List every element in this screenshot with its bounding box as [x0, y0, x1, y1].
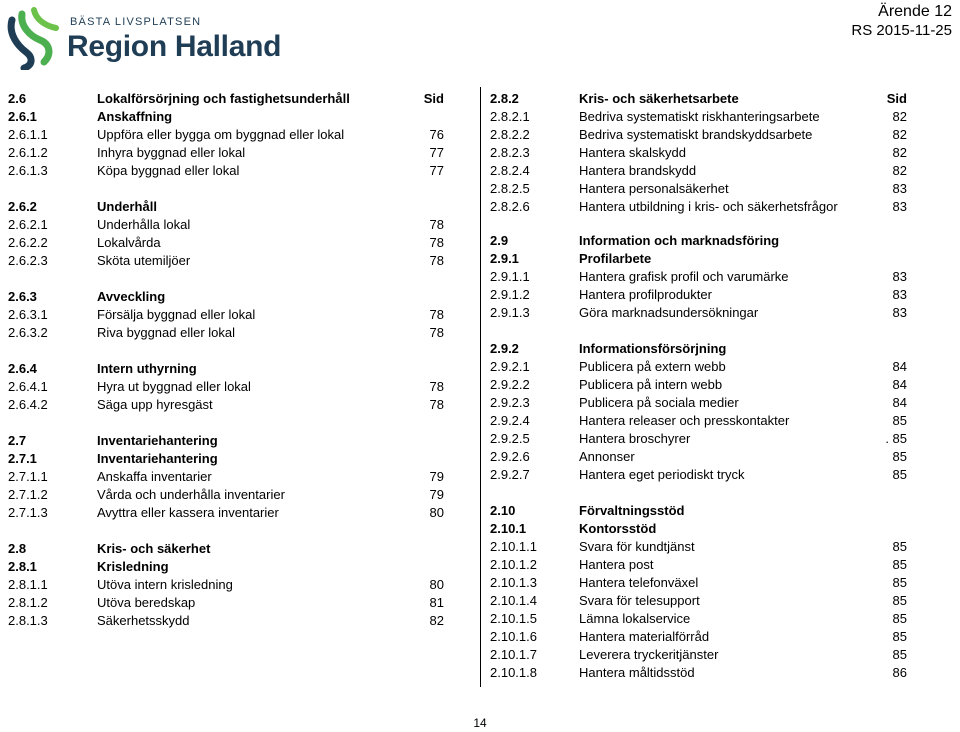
toc-section-title: Försälja byggnad eller lokal — [97, 307, 256, 322]
toc-section-title: Säkerhetsskydd — [97, 613, 190, 628]
toc-section-number: 2.8.1.3 — [8, 613, 48, 628]
toc-section-number: 2.6 — [8, 91, 27, 106]
toc-section-number: 2.10.1.2 — [490, 557, 537, 572]
toc-page-number: 82 — [892, 109, 907, 124]
toc-row — [490, 90, 950, 108]
toc-section-title: Annonser — [579, 449, 635, 464]
toc-row — [490, 304, 950, 322]
toc-section-title: Publicera på extern webb — [579, 359, 726, 374]
toc-section-title: Hantera broschyrer — [579, 431, 691, 446]
toc-section-number: 2.10.1.8 — [490, 665, 537, 680]
toc-row — [490, 144, 950, 162]
toc-row — [490, 592, 950, 610]
toc-page-number: 79 — [429, 469, 444, 484]
toc-section-title: Hantera utbildning i kris- och säkerhetsfrågor — [579, 199, 838, 214]
toc-section-title: Hantera profilprodukter — [579, 287, 712, 302]
toc-section-title: Hantera måltidsstöd — [579, 665, 695, 680]
toc-section-number: 2.8.1.1 — [8, 577, 48, 592]
toc-row — [490, 340, 950, 358]
toc-row — [8, 288, 468, 306]
toc-row — [490, 394, 950, 412]
toc-section-number: 2.6.2.2 — [8, 235, 48, 250]
toc-row — [8, 594, 468, 612]
toc-row — [8, 558, 468, 576]
toc-section-number: 2.10 — [490, 503, 516, 518]
toc-section-number: 2.9.2.1 — [490, 359, 530, 374]
toc-row — [8, 378, 468, 396]
toc-section-title: Hantera post — [579, 557, 654, 572]
toc-page-number: 81 — [429, 595, 444, 610]
toc-page-number: 86 — [892, 665, 907, 680]
toc-row — [490, 538, 950, 556]
column-divider — [480, 87, 481, 687]
toc-section-number: 2.8.2.6 — [490, 199, 530, 214]
toc-section-title: Hantera skalskydd — [579, 145, 686, 160]
logo-brand-name: Region Halland — [67, 30, 282, 63]
toc-row — [490, 610, 950, 628]
toc-section-number: 2.6.4.2 — [8, 397, 48, 412]
toc-row — [490, 646, 950, 664]
toc-page-number: 83 — [892, 305, 907, 320]
toc-section-title: Bedriva systematiskt riskhanteringsarbete — [579, 109, 820, 124]
logo-tagline: BÄSTA LIVSPLATSEN — [70, 16, 202, 28]
toc-section-title: Underhåll — [97, 199, 157, 214]
toc-page-number: 83 — [892, 269, 907, 284]
toc-section-title: Inventariehantering — [97, 451, 218, 466]
toc-page-number: 85 — [892, 629, 907, 644]
page-number: 14 — [473, 716, 487, 730]
toc-page-number: 85 — [892, 413, 907, 428]
toc-section-number: 2.8.2 — [490, 91, 519, 106]
toc-page-number: 85 — [892, 539, 907, 554]
toc-section-number: 2.10.1.1 — [490, 539, 537, 554]
toc-row — [490, 664, 950, 682]
toc-section-title: Inhyra byggnad eller lokal — [97, 145, 246, 160]
toc-row — [490, 430, 950, 448]
toc-row — [490, 628, 950, 646]
toc-section-number: 2.10.1.5 — [490, 611, 537, 626]
toc-row — [490, 574, 950, 592]
toc-row — [8, 162, 468, 180]
toc-section-number: 2.6.4.1 — [8, 379, 48, 394]
toc-row — [490, 358, 950, 376]
toc-page-number: 84 — [892, 377, 907, 392]
toc-section-title: Hantera grafisk profil och varumärke — [579, 269, 789, 284]
toc-section-number: 2.6.2.1 — [8, 217, 48, 232]
toc-section-title: Information och marknadsföring — [579, 233, 780, 248]
toc-row — [490, 198, 950, 216]
toc-section-title: Vårda och underhålla inventarier — [97, 487, 285, 502]
toc-row — [490, 268, 950, 286]
toc-section-number: 2.8 — [8, 541, 27, 556]
toc-section-title: Publicera på sociala medier — [579, 395, 739, 410]
toc-section-number: 2.6.1 — [8, 109, 37, 124]
toc-page-number: 78 — [429, 325, 444, 340]
case-number: Ärende 12 — [878, 3, 952, 20]
toc-section-number: 2.7.1.1 — [8, 469, 48, 484]
toc-page-number: 85 — [892, 557, 907, 572]
toc-row — [490, 126, 950, 144]
toc-page-number: 84 — [892, 359, 907, 374]
toc-row — [8, 450, 468, 468]
toc-section-title: Säga upp hyresgäst — [97, 397, 213, 412]
toc-section-number: 2.6.1.3 — [8, 163, 48, 178]
toc-section-title: Inventariehantering — [97, 433, 218, 448]
toc-page-number: 79 — [429, 487, 444, 502]
toc-page-number: 78 — [429, 307, 444, 322]
toc-section-number: 2.9.2.4 — [490, 413, 530, 428]
toc-section-title: Svara för kundtjänst — [579, 539, 695, 554]
toc-section-number: 2.8.2.5 — [490, 181, 530, 196]
toc-section-number: 2.9.2.6 — [490, 449, 530, 464]
toc-section-number: 2.9.2.2 — [490, 377, 530, 392]
toc-row — [8, 576, 468, 594]
toc-section-title: Kontorsstöd — [579, 521, 657, 536]
toc-row — [8, 108, 468, 126]
toc-row — [490, 502, 950, 520]
toc-page-number: 78 — [429, 235, 444, 250]
toc-section-title: Hantera releaser och presskontakter — [579, 413, 790, 428]
toc-row — [8, 486, 468, 504]
toc-page-number: 85 — [892, 449, 907, 464]
toc-row — [8, 252, 468, 270]
toc-page-number: 85 — [892, 611, 907, 626]
toc-row — [490, 108, 950, 126]
toc-section-number: 2.8.1.2 — [8, 595, 48, 610]
toc-page-number: 85 — [892, 593, 907, 608]
toc-section-number: 2.6.2.3 — [8, 253, 48, 268]
toc-row — [490, 286, 950, 304]
toc-row — [490, 412, 950, 430]
toc-row — [490, 180, 950, 198]
toc-section-title: Intern uthyrning — [97, 361, 197, 376]
toc-page-number: 82 — [892, 127, 907, 142]
toc-section-number: 2.7.1.2 — [8, 487, 48, 502]
toc-section-number: 2.9 — [490, 233, 509, 248]
toc-section-number: 2.9.2.3 — [490, 395, 530, 410]
toc-row — [8, 540, 468, 558]
toc-section-title: Hantera materialförråd — [579, 629, 710, 644]
toc-page-number: 76 — [429, 127, 444, 142]
toc-row — [8, 306, 468, 324]
toc-section-title: Lämna lokalservice — [579, 611, 691, 626]
toc-page-number: 82 — [429, 613, 444, 628]
toc-page-number: 85 — [892, 467, 907, 482]
toc-section-title: Köpa byggnad eller lokal — [97, 163, 240, 178]
toc-section-number: 2.7.1.3 — [8, 505, 48, 520]
toc-section-number: 2.7 — [8, 433, 27, 448]
region-halland-logo — [4, 6, 304, 72]
toc-row — [8, 216, 468, 234]
toc-section-number: 2.9.1.1 — [490, 269, 530, 284]
toc-section-title: Lokalförsörjning och fastighetsunderhåll — [97, 91, 350, 106]
toc-section-title: Sköta utemiljöer — [97, 253, 191, 268]
toc-section-title: Leverera tryckeritjänster — [579, 647, 719, 662]
toc-section-title: Uppföra eller bygga om byggnad eller lokal — [97, 127, 345, 142]
toc-section-title: Avyttra eller kassera inventarier — [97, 505, 279, 520]
toc-section-number: 2.10.1 — [490, 521, 527, 536]
toc-row — [490, 466, 950, 484]
toc-page-number: 84 — [892, 395, 907, 410]
toc-section-title: Hantera eget periodiskt tryck — [579, 467, 745, 482]
toc-row — [8, 90, 468, 108]
toc-section-title: Hyra ut byggnad eller lokal — [97, 379, 251, 394]
toc-page-number: 80 — [429, 577, 444, 592]
toc-page-number: 80 — [429, 505, 444, 520]
toc-section-title: Publicera på intern webb — [579, 377, 723, 392]
toc-section-number: 2.6.3.2 — [8, 325, 48, 340]
toc-section-title: Kris- och säkerhetsarbete — [579, 91, 739, 106]
toc-row — [490, 556, 950, 574]
toc-section-title: Kris- och säkerhet — [97, 541, 211, 556]
toc-page-number: 78 — [429, 217, 444, 232]
toc-page-number: 78 — [429, 397, 444, 412]
toc-section-number: 2.6.2 — [8, 199, 37, 214]
toc-section-title: Informationsförsörjning — [579, 341, 727, 356]
toc-row — [8, 612, 468, 630]
toc-row — [8, 396, 468, 414]
toc-page-number: 85 — [892, 575, 907, 590]
toc-section-number: 2.8.2.2 — [490, 127, 530, 142]
toc-section-number: 2.6.1.2 — [8, 145, 48, 160]
toc-page-number: 77 — [429, 145, 444, 160]
toc-section-number: 2.9.1 — [490, 251, 519, 266]
toc-row — [8, 324, 468, 342]
toc-section-number: 2.10.1.4 — [490, 593, 537, 608]
case-reference — [851, 2, 952, 40]
toc-section-number: 2.9.1.3 — [490, 305, 530, 320]
toc-section-title: Anskaffning — [97, 109, 173, 124]
toc-section-number: 2.9.2.5 — [490, 431, 530, 446]
toc-page-number: 85 — [892, 647, 907, 662]
toc-section-number: 2.10.1.3 — [490, 575, 537, 590]
toc-section-title: Utöva beredskap — [97, 595, 196, 610]
toc-page-number: 78 — [429, 379, 444, 394]
toc-section-title: Bedriva systematiskt brandskyddsarbete — [579, 127, 813, 142]
toc-section-title: Utöva intern krisledning — [97, 577, 233, 592]
toc-section-title: Förvaltningsstöd — [579, 503, 685, 518]
toc-row — [490, 376, 950, 394]
toc-page-number: 83 — [892, 287, 907, 302]
toc-page-number: 83 — [892, 181, 907, 196]
toc-section-title: Avveckling — [97, 289, 166, 304]
toc-section-number: 2.8.2.1 — [490, 109, 530, 124]
toc-section-number: 2.8.2.3 — [490, 145, 530, 160]
toc-section-number: 2.9.2.7 — [490, 467, 530, 482]
toc-row — [8, 360, 468, 378]
toc-row — [490, 232, 950, 250]
toc-section-title: Göra marknadsundersökningar — [579, 305, 759, 320]
toc-page-number: 82 — [892, 145, 907, 160]
toc-page-number: Sid — [886, 91, 907, 106]
toc-section-title: Underhålla lokal — [97, 217, 191, 232]
toc-section-title: Hantera telefonväxel — [579, 575, 699, 590]
toc-row — [490, 250, 950, 268]
toc-row — [8, 432, 468, 450]
toc-section-number: 2.6.3 — [8, 289, 37, 304]
toc-section-number: 2.6.3.1 — [8, 307, 48, 322]
toc-section-title: Hantera brandskydd — [579, 163, 697, 178]
toc-page-number: 82 — [892, 163, 907, 178]
toc-section-number: 2.9.2 — [490, 341, 519, 356]
toc-section-title: Profilarbete — [579, 251, 652, 266]
toc-section-number: 2.9.1.2 — [490, 287, 530, 302]
toc-row — [8, 126, 468, 144]
logo-mark-icon — [4, 6, 64, 70]
toc-row — [490, 448, 950, 466]
toc-row — [8, 504, 468, 522]
toc-page-number: 78 — [429, 253, 444, 268]
toc-section-number: 2.10.1.6 — [490, 629, 537, 644]
toc-section-title: Krisledning — [97, 559, 169, 574]
toc-page-number: . 85 — [885, 431, 907, 446]
toc-section-number: 2.8.1 — [8, 559, 37, 574]
toc-row — [490, 520, 950, 538]
toc-section-number: 2.6.1.1 — [8, 127, 48, 142]
toc-section-title: Svara för telesupport — [579, 593, 700, 608]
toc-section-title: Lokalvårda — [97, 235, 161, 250]
toc-section-title: Hantera personalsäkerhet — [579, 181, 729, 196]
case-date: RS 2015-11-25 — [851, 22, 952, 39]
toc-row — [8, 234, 468, 252]
toc-page-number: 77 — [429, 163, 444, 178]
toc-page-number: Sid — [423, 91, 444, 106]
toc-section-number: 2.6.4 — [8, 361, 37, 376]
toc-section-title: Anskaffa inventarier — [97, 469, 212, 484]
toc-row — [8, 144, 468, 162]
toc-section-title: Riva byggnad eller lokal — [97, 325, 236, 340]
toc-page-number: 83 — [892, 199, 907, 214]
toc-section-number: 2.8.2.4 — [490, 163, 530, 178]
toc-row — [8, 468, 468, 486]
toc-section-number: 2.10.1.7 — [490, 647, 537, 662]
toc-section-number: 2.7.1 — [8, 451, 37, 466]
toc-row — [8, 198, 468, 216]
toc-row — [490, 162, 950, 180]
